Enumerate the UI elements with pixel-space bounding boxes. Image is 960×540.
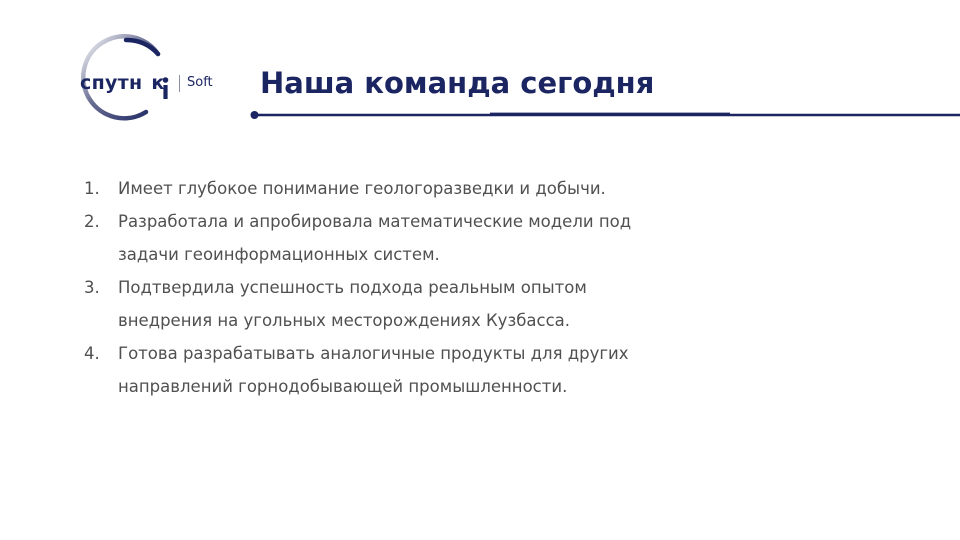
list-item-number: 4. xyxy=(84,344,100,363)
list-item-number: 1. xyxy=(84,179,100,198)
logo-wordmark: спутн к xyxy=(80,72,165,94)
list-item xyxy=(84,172,724,205)
list-item-text: задачи геоинформационных систем. xyxy=(118,245,440,264)
list-item xyxy=(84,337,724,403)
list-item-number: 3. xyxy=(84,278,100,297)
list-item-text: Готова разрабатывать аналогичные продукты для других xyxy=(118,344,629,363)
list-item-number: 2. xyxy=(84,212,100,231)
logo-separator xyxy=(179,75,180,92)
numbered-list xyxy=(84,172,724,403)
sputnik-soft-logo xyxy=(66,34,236,130)
logo-product-label: Soft xyxy=(187,75,213,90)
list-item-text: Разработала и апробировала математические модели под xyxy=(118,212,632,231)
list-item-text: Подтвердила успешность подхода реальным опытом xyxy=(118,278,587,297)
title-underline xyxy=(250,110,960,120)
list-item-text: Имеет глубокое понимание геологоразведки и добычи. xyxy=(118,179,606,198)
list-item-text: внедрения на угольных месторождениях Кузбасса. xyxy=(118,311,571,330)
list-item-text: направлений горнодобывающей промышленности. xyxy=(118,377,568,396)
page-title: Наша команда сегодня xyxy=(260,66,655,100)
list-item xyxy=(84,271,724,337)
list-item xyxy=(84,205,724,271)
